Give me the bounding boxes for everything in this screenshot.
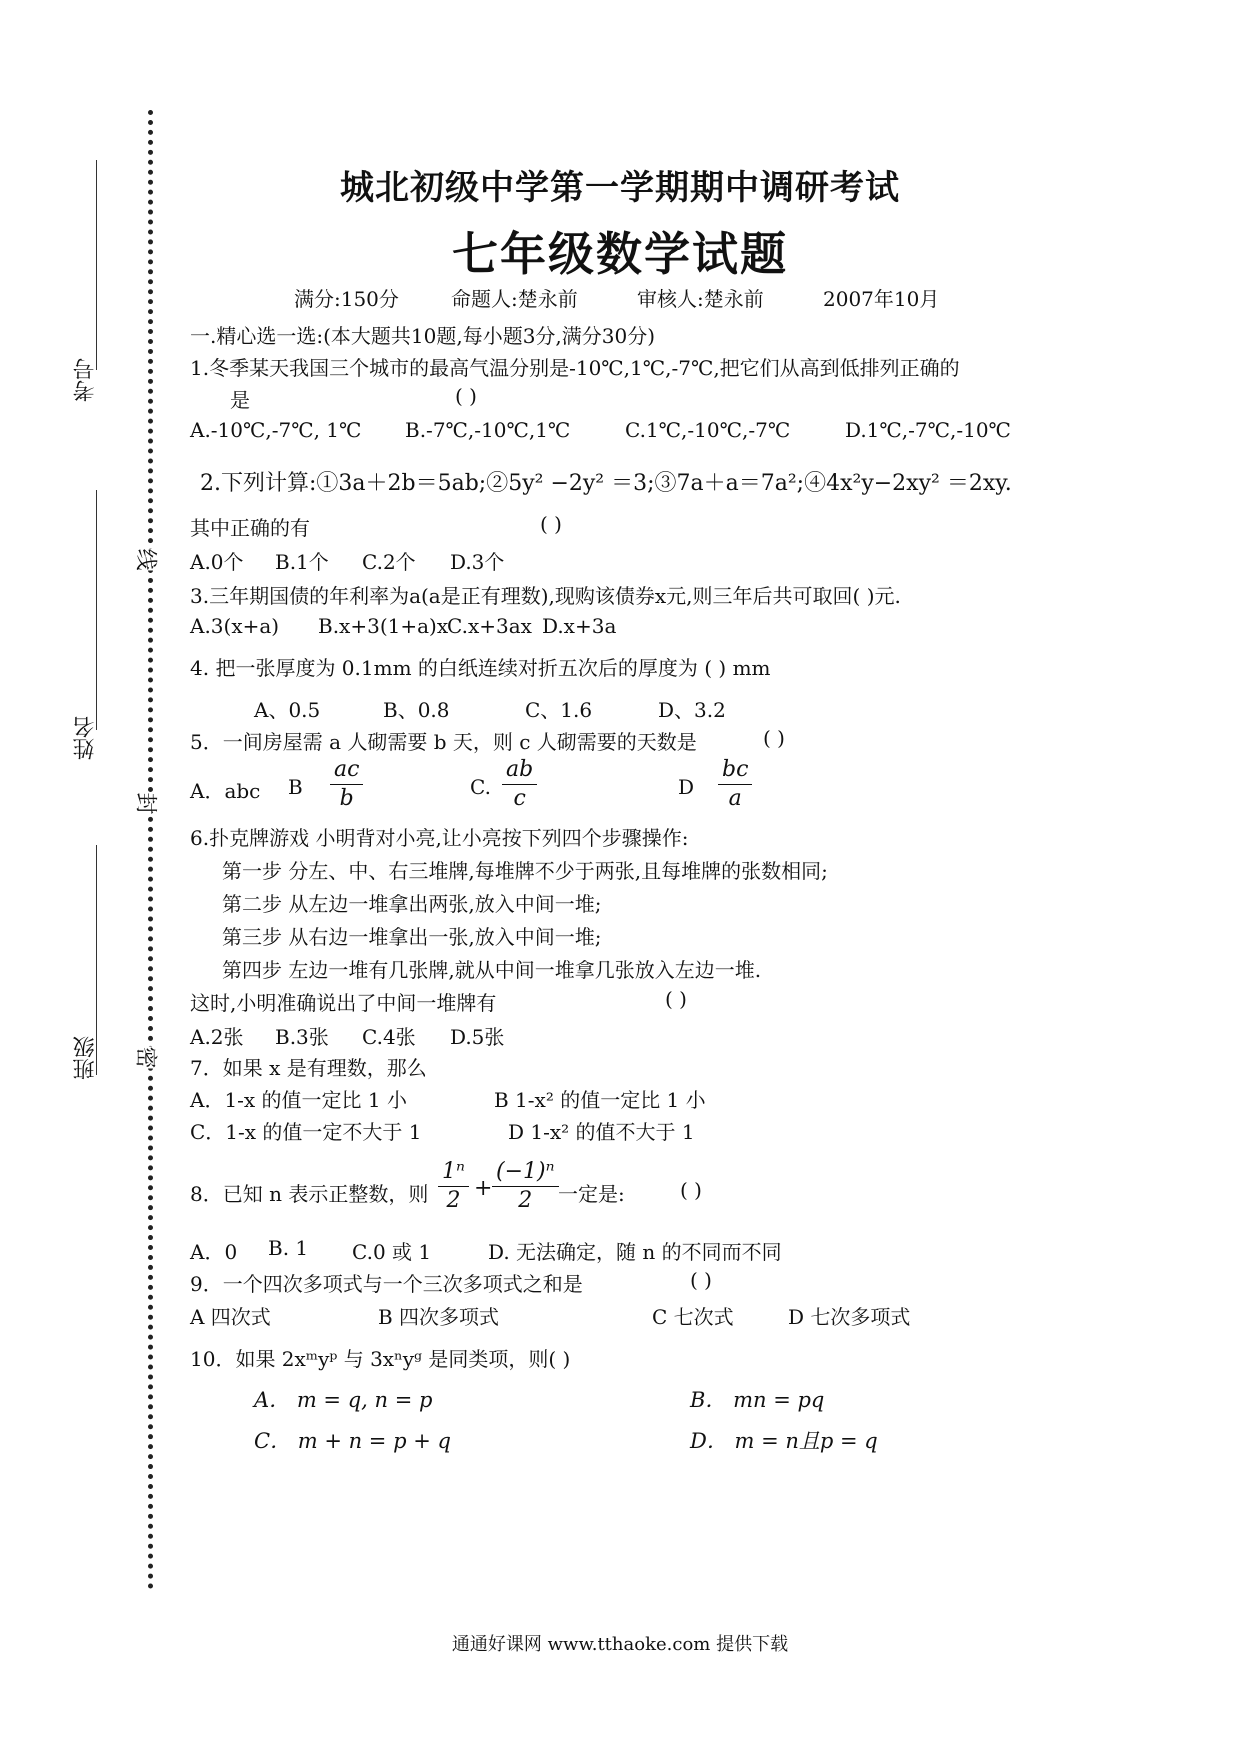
q4-stem: 4. 把一张厚度为 0.1mm 的白纸连续对折五次后的厚度为 ( ) mm	[190, 656, 771, 680]
q4-option-d: D、3.2	[658, 698, 726, 722]
q7-option-a: A．1-x 的值一定比 1 小	[190, 1088, 408, 1112]
q5-frac-d-num: bc	[718, 756, 752, 785]
q2-option-d: D.3个	[450, 550, 505, 574]
seal-char-feng: 封	[126, 792, 169, 814]
q5-fraction-b	[330, 756, 363, 812]
section-heading: 一.精心选一选:(本大题共10题,每小题3分,满分30分)	[190, 324, 656, 348]
q10-option-c: C． m + n = p + q	[254, 1429, 451, 1453]
full-score: 满分:150分	[294, 287, 399, 311]
reviewer: 审核人:楚永前	[637, 287, 764, 311]
q8-fraction-2	[492, 1158, 559, 1214]
q8-stem-post: 一定是:	[558, 1182, 625, 1206]
q2-answer-paren: ( )	[540, 512, 562, 536]
author: 命题人:楚永前	[451, 287, 578, 311]
q5-frac-c-den: c	[513, 785, 526, 811]
q5-frac-b-num: ac	[330, 756, 363, 785]
q6-option-a: A.2张	[190, 1025, 244, 1049]
q5-frac-d-den: a	[728, 785, 742, 811]
q10-stem: 10．如果 2xᵐyᵖ 与 3xⁿyᵍ 是同类项，则( )	[190, 1347, 571, 1371]
q5-option-a: A．abc	[190, 779, 261, 803]
q2-stem: 2.下列计算:①3a＋2b＝5ab;②5y² −2y² ＝3;③7a＋a＝7a²;④4x²y−2xy² ＝2xy.	[200, 471, 1012, 496]
q4-option-b: B、0.8	[383, 698, 450, 722]
q3-option-a: A.3(x+a)	[190, 614, 280, 638]
name-label: 姓名	[73, 716, 98, 760]
q8-option-b: B. 1	[268, 1236, 309, 1260]
q10-option-d: D． m = n且p = q	[690, 1429, 878, 1453]
q1-stem-cont: 是	[230, 388, 250, 412]
q5-fraction-c	[502, 756, 537, 812]
q8-fraction-1	[438, 1158, 469, 1214]
q8-frac2-num: (−1)ⁿ	[492, 1158, 559, 1187]
q7-option-d: D 1-x² 的值不大于 1	[508, 1120, 695, 1144]
q8-option-a: A．0	[190, 1240, 238, 1264]
q5-label-d: D	[678, 775, 695, 799]
seal-char-xian: 线	[126, 548, 169, 570]
q5-label-b: B	[288, 775, 303, 799]
q3-option-c: C.x+3ax	[447, 614, 532, 638]
exam-date: 2007年10月	[823, 287, 940, 311]
q1-option-b: B.-7℃,-10℃,1℃	[405, 418, 571, 442]
q9-option-d: D 七次多项式	[788, 1305, 911, 1329]
page-footer: 通通好课网 www.tthaoke.com 提供下载	[451, 1634, 789, 1655]
q1-answer-paren: ( )	[455, 384, 477, 408]
seal-char-mi: 密	[126, 1046, 169, 1068]
q2-option-b: B.1个	[275, 550, 329, 574]
q1-stem: 1.冬季某天我国三个城市的最高气温分别是-10℃,1℃,-7℃,把它们从高到低排列正确的	[190, 356, 960, 380]
q4-option-a: A、0.5	[254, 698, 321, 722]
q6-option-d: D.5张	[450, 1025, 505, 1049]
q1-option-c: C.1℃,-10℃,-7℃	[625, 418, 791, 442]
q9-option-a: A 四次式	[190, 1305, 271, 1329]
q6-option-c: C.4张	[362, 1025, 416, 1049]
q8-frac1-den: 2	[446, 1187, 461, 1213]
q6-stem-cont: 这时,小明准确说出了中间一堆牌有	[190, 991, 497, 1015]
q7-option-c: C．1-x 的值一定不大于 1	[190, 1120, 422, 1144]
q5-frac-b-den: b	[339, 785, 354, 811]
q9-stem: 9．一个四次多项式与一个三次多项式之和是	[190, 1272, 583, 1296]
q2-stem-cont: 其中正确的有	[190, 516, 310, 540]
binding-dotted-line	[148, 110, 153, 1590]
q5-frac-c-num: ab	[502, 756, 537, 785]
q6-step-2: 第二步 从左边一堆拿出两张,放入中间一堆;	[222, 892, 602, 916]
q9-answer-paren: ( )	[690, 1268, 712, 1292]
q5-fraction-d	[718, 756, 752, 812]
q6-stem: 6.扑克牌游戏 小明背对小亮,让小亮按下列四个步骤操作:	[190, 826, 689, 850]
q5-stem: 5．一间房屋需 a 人砌需要 b 天，则 c 人砌需要的天数是	[190, 730, 697, 754]
q6-step-4: 第四步 左边一堆有几张牌,就从中间一堆拿几张放入左边一堆.	[222, 958, 762, 982]
q1-option-d: D.1℃,-7℃,-10℃	[845, 418, 1011, 442]
q9-option-b: B 四次多项式	[378, 1305, 500, 1329]
q10-option-b: B． mn = pq	[690, 1388, 825, 1412]
q10-option-a: A． m = q, n = p	[254, 1388, 433, 1412]
q3-stem: 3.三年期国债的年利率为a(a是正有理数),现购该债券x元,则三年后共可取回( )元.	[190, 584, 901, 608]
q2-option-c: C.2个	[362, 550, 416, 574]
q6-answer-paren: ( )	[665, 987, 687, 1011]
q2-option-a: A.0个	[190, 550, 244, 574]
q9-option-c: C 七次式	[652, 1305, 734, 1329]
q6-step-1: 第一步 分左、中、右三堆牌,每堆牌不少于两张,且每堆牌的张数相同;	[222, 859, 828, 883]
q7-stem: 7．如果 x 是有理数，那么	[190, 1056, 427, 1080]
q5-label-c: C.	[470, 775, 491, 799]
q8-stem: 8．已知 n 表示正整数，则	[190, 1182, 429, 1206]
q5-answer-paren: ( )	[763, 726, 785, 750]
q3-option-b: B.x+3(1+a)x	[318, 614, 449, 638]
school-title: 城北初级中学第一学期期中调研考试	[340, 168, 900, 208]
q7-option-b: B 1-x² 的值一定比 1 小	[494, 1088, 706, 1112]
q8-option-d: D. 无法确定，随 n 的不同而不同	[488, 1240, 782, 1264]
q8-frac1-num: 1ⁿ	[438, 1158, 469, 1187]
q8-plus: +	[474, 1176, 493, 1201]
q3-option-d: D.x+3a	[542, 614, 617, 638]
q8-frac2-den: 2	[518, 1187, 533, 1213]
exam-title: 七年级数学试题	[452, 227, 788, 281]
name-line	[96, 490, 97, 730]
q4-option-c: C、1.6	[525, 698, 593, 722]
q8-option-c: C.0 或 1	[352, 1240, 432, 1264]
q1-option-a: A.-10℃,-7℃, 1℃	[190, 418, 362, 442]
exam-number-label: 考号	[73, 358, 98, 402]
q8-answer-paren: ( )	[680, 1178, 702, 1202]
q6-option-b: B.3张	[275, 1025, 329, 1049]
q6-step-3: 第三步 从右边一堆拿出一张,放入中间一堆;	[222, 925, 602, 949]
class-label: 班级	[73, 1036, 98, 1080]
